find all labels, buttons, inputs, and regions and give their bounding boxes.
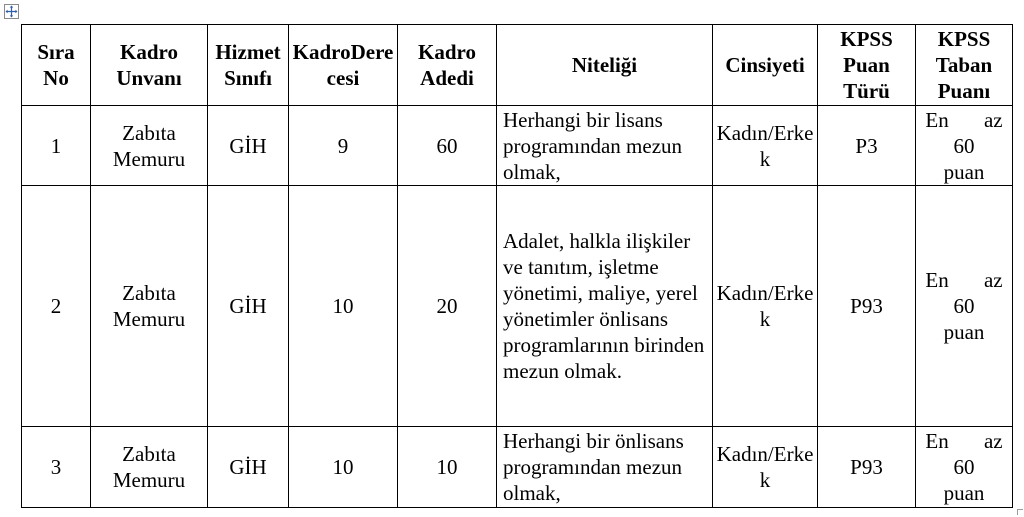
cell-kadro-adedi: 60 [398,106,497,186]
cell-sira-no: 3 [22,427,91,508]
cell-hizmet-sinifi: GİH [208,186,289,427]
header-niteligi: Niteliği [497,25,713,106]
cell-kpss-taban-puani: En az 60 puan [916,106,1013,186]
kadro-table [21,24,1013,508]
header-kadro-derecesi: KadroDerecesi [289,25,398,106]
cell-kadro-adedi: 20 [398,186,497,427]
header-cinsiyeti: Cinsiyeti [713,25,818,106]
cell-cinsiyeti: Kadın/Erkek [713,106,818,186]
cell-kadro-adedi: 10 [398,427,497,508]
cell-kpss-puan-turu: P93 [818,427,916,508]
cell-kadro-derecesi: 10 [289,186,398,427]
table-row [22,186,1013,427]
cell-sira-no: 2 [22,186,91,427]
cell-niteligi: Herhangi bir lisans programından mezun olmak, [497,106,713,186]
table-resize-handle[interactable] [1017,509,1023,515]
table-row [22,427,1013,508]
table-move-handle-icon[interactable] [4,4,19,19]
header-hizmet-sinifi: Hizmet Sınıfı [208,25,289,106]
cell-kadro-derecesi: 9 [289,106,398,186]
table-row [22,106,1013,186]
header-row [22,25,1013,106]
cell-kpss-taban-puani: En az 60 puan [916,427,1013,508]
header-kpss-puan-turu: KPSS Puan Türü [818,25,916,106]
cell-niteligi: Herhangi bir önlisans programından mezun olmak, [497,427,713,508]
cell-cinsiyeti: Kadın/Erkek [713,186,818,427]
header-sira-no: Sıra No [22,25,91,106]
header-kpss-taban-puani: KPSS Taban Puanı [916,25,1013,106]
cell-cinsiyeti: Kadın/Erkek [713,427,818,508]
cell-kpss-puan-turu: P3 [818,106,916,186]
cell-kadro-derecesi: 10 [289,427,398,508]
cell-kadro-unvani: Zabıta Memuru [91,186,208,427]
cell-kpss-puan-turu: P93 [818,186,916,427]
cell-sira-no: 1 [22,106,91,186]
cell-kadro-unvani: Zabıta Memuru [91,106,208,186]
cell-hizmet-sinifi: GİH [208,427,289,508]
cell-kpss-taban-puani: En az 60 puan [916,186,1013,427]
cell-niteligi: Adalet, halkla ilişkiler ve tanıtım, işletme yönetimi, maliye, yerel yönetimler önlisans programlarının birinden mezun olmak. [497,186,713,427]
cell-kadro-unvani: Zabıta Memuru [91,427,208,508]
header-kadro-unvani: Kadro Unvanı [91,25,208,106]
cell-hizmet-sinifi: GİH [208,106,289,186]
header-kadro-adedi: Kadro Adedi [398,25,497,106]
